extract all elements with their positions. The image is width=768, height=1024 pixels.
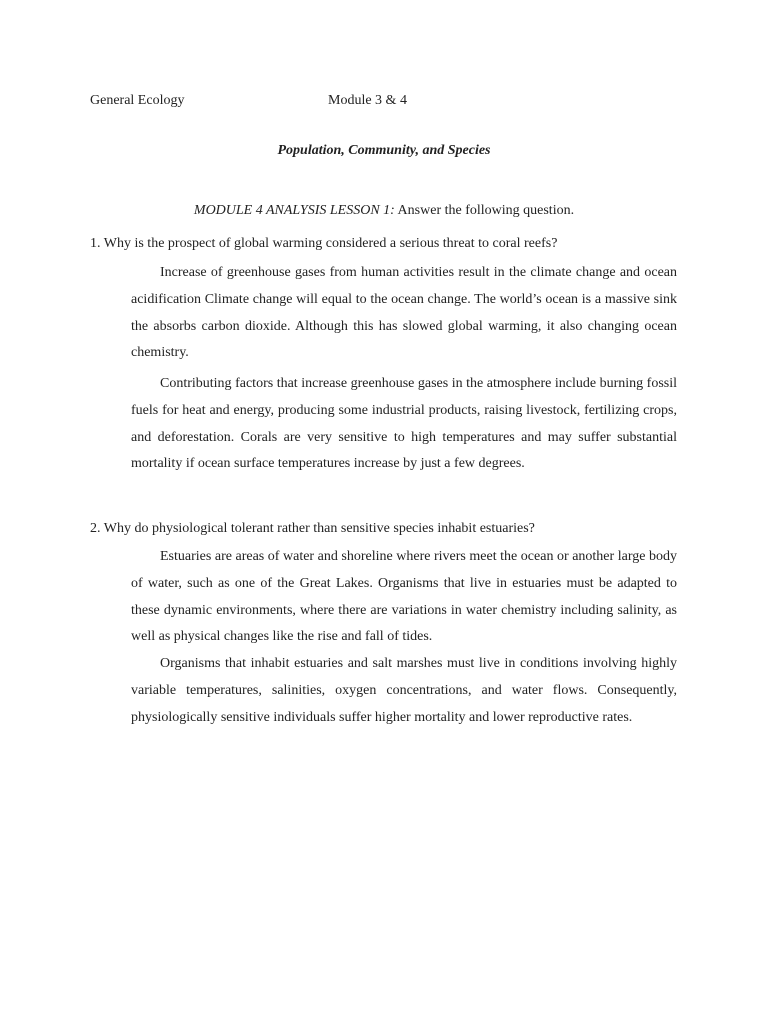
instruction-line [0, 203, 768, 219]
module-label: Module 3 & 4 [328, 93, 407, 108]
answer-1-paragraph-2: Contributing factors that increase greenhouse gases in the atmosphere include burning fossil fuels for heat and energy, producing some industrial products, raising livestock, fertilizing crops, and deforestation. Corals are very sensitive to high temperatures and may suffer substantial mortality if ocean surface temperatures increase by just a few degrees. [131, 376, 677, 472]
answer-2-paragraph-2: Organisms that inhabit estuaries and salt marshes must live in conditions involving highly variable temperatures, salinities, oxygen concentrations, and water flows. Consequently, physiologically sensitive individuals suffer higher mortality and lower reproductive rates. [131, 656, 677, 725]
lesson-label: MODULE 4 ANALYSIS LESSON 1: [193, 203, 395, 218]
instruction-text: Answer the following question. [394, 203, 575, 218]
answer-1-paragraph-1: Increase of greenhouse gases from human activities result in the climate change and ocean acidification Climate change will equal to the ocean change. The world’s ocean is a massive sink the absorbs carbon dioxide. Although this has slowed global warming, it also changing ocean chemistry. [131, 265, 677, 361]
document-title: Population, Community, and Species [277, 143, 491, 158]
question-2: 2. Why do physiological tolerant rather than sensitive species inhabit estuaries? [90, 521, 535, 536]
course-title: General Ecology [90, 93, 185, 108]
question-1: 1. Why is the prospect of global warming considered a serious threat to coral reefs? [90, 236, 558, 251]
answer-2-paragraph-1: Estuaries are areas of water and shoreline where rivers meet the ocean or another large body of water, such as one of the Great Lakes. Organisms that live in estuaries must be adapted to these dynamic environments, where there are variations in water chemistry including salinity, as well as physical changes like the rise and fall of tides. [131, 549, 677, 645]
